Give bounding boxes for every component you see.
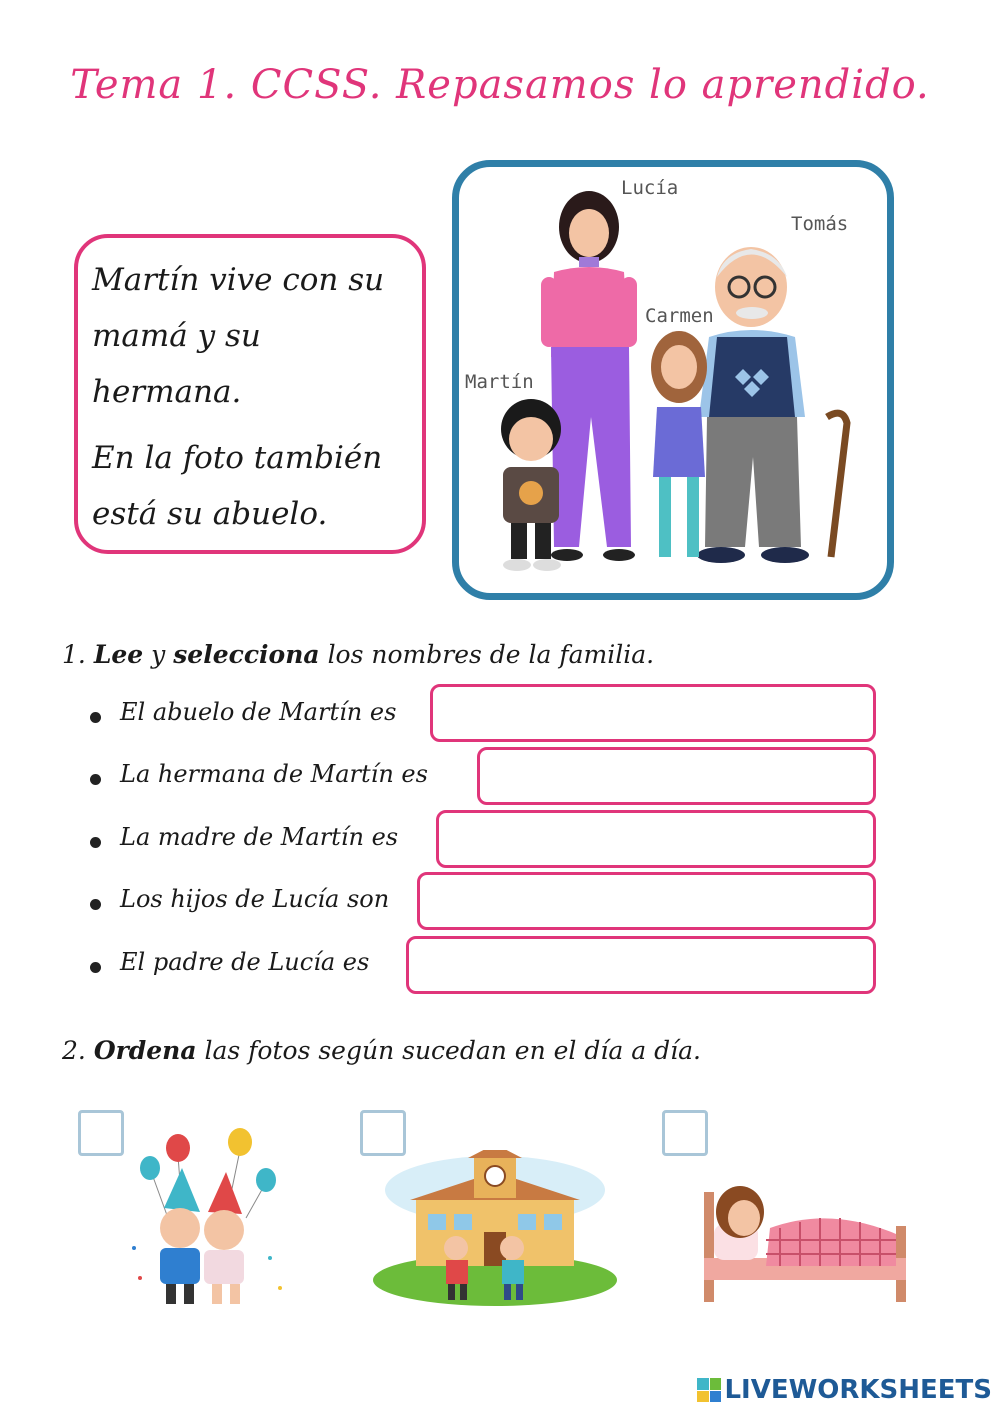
story-box (74, 234, 426, 554)
answer-input-4[interactable] (417, 872, 876, 930)
q2-verb-ordena: Ordena (93, 1036, 197, 1065)
answer-label-5: El padre de Lucía es (120, 948, 370, 976)
label-martin: Martín (465, 371, 534, 393)
order-box-3[interactable] (662, 1110, 708, 1156)
story-paragraph-2: En la foto también está su abuelo. (92, 440, 383, 532)
school-picture (370, 1150, 620, 1306)
label-lucia: Lucía (621, 177, 679, 199)
sleeping-picture (700, 1166, 910, 1304)
grandfather-figure (697, 247, 847, 563)
order-box-1[interactable] (78, 1110, 124, 1156)
logo-text: LIVEWORKSHEETS (724, 1375, 992, 1405)
answer-input-2[interactable] (477, 747, 876, 805)
label-carmen: Carmen (645, 305, 714, 327)
answer-label-3: La madre de Martín es (120, 823, 399, 851)
answer-input-1[interactable] (430, 684, 876, 742)
q1-rest: los nombres de la familia. (327, 640, 655, 669)
family-photo (452, 160, 894, 600)
sister-figure (651, 331, 707, 557)
q1-number: 1. (62, 640, 86, 669)
answer-label-4: Los hijos de Lucía son (120, 885, 390, 913)
bullet (90, 962, 101, 973)
bullet (90, 712, 101, 723)
q2-rest: las fotos según sucedan en el día a día. (204, 1036, 701, 1065)
logo-icon (697, 1378, 721, 1402)
answer-input-5[interactable] (406, 936, 876, 994)
question-2 (62, 1036, 701, 1065)
bullet (90, 837, 101, 848)
q1-verb-lee: Lee (93, 640, 144, 669)
boy-figure (501, 399, 561, 571)
liveworksheets-logo (697, 1375, 992, 1405)
story-paragraph-1: Martín vive con su mamá y su hermana. (92, 262, 385, 410)
q2-number: 2. (62, 1036, 86, 1065)
answer-label-2: La hermana de Martín es (120, 760, 428, 788)
page-title: Tema 1. CCSS. Repasamos lo aprendido. (70, 62, 930, 108)
q1-verb-selecciona: selecciona (173, 640, 320, 669)
bullet (90, 899, 101, 910)
answer-input-3[interactable] (436, 810, 876, 868)
answer-label-1: El abuelo de Martín es (120, 698, 397, 726)
bullet (90, 774, 101, 785)
q1-conj: y (151, 640, 166, 669)
label-tomas: Tomás (791, 213, 849, 235)
question-1 (62, 640, 654, 669)
party-picture (120, 1128, 300, 1308)
